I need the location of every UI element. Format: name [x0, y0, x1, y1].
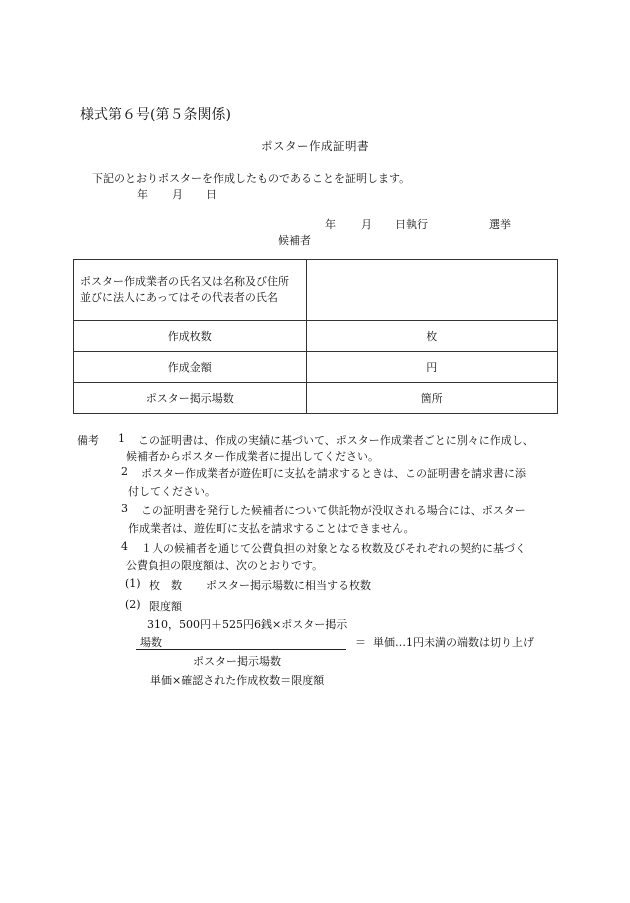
note-1-line1: この証明書は、作成の実績に基づいて、ポスター作成業者ごとに別々に作成し、 [138, 434, 534, 447]
quantity-value-cell[interactable] [306, 321, 557, 352]
fraction-bar [136, 649, 346, 650]
table-row [74, 352, 558, 383]
certification-statement: 下記のとおりポスターを作成したものであることを証明します。 [92, 172, 411, 185]
note-4-line1: １人の候補者を通じて公費負担の対象となる枚数及びそれぞれの契約に基づく [141, 542, 526, 555]
contractor-label-cell [74, 260, 307, 321]
note-2-line2: 付してください。 [128, 485, 216, 498]
item-1-number: (1) [125, 577, 141, 590]
remarks-heading: 備考 [77, 434, 99, 447]
table-row [74, 260, 558, 321]
election-day-executed: 日執行 [395, 218, 428, 231]
note-1-number: 1 [118, 432, 125, 445]
amount-value-cell[interactable] [306, 352, 557, 383]
formula-limit: 単価×確認された作成枚数＝限度額 [150, 674, 325, 687]
document-title: ポスター作成証明書 [261, 139, 369, 153]
note-4-number: 4 [121, 540, 128, 553]
election-month: 月 [361, 218, 372, 231]
formula-equals: ＝ [355, 636, 366, 649]
amount-unit: 円 [426, 361, 438, 374]
certificate-table [73, 259, 558, 414]
note-2-line1: ポスター作成業者が遊佐町に支払を請求するときは、この証明書を請求書に添 [141, 467, 526, 480]
item-2-number: (2) [125, 598, 141, 611]
table-row [74, 383, 558, 414]
item-1-label: 枚 数 [149, 579, 182, 592]
quantity-label: 作成枚数 [74, 321, 307, 352]
note-3-line2: 作成業者は、遊佐町に支払を請求することはできません。 [128, 522, 415, 535]
formula-numerator-line2: 場数 [140, 636, 162, 649]
note-3-line1: この証明書を発行した候補者について供託物が没収される場合には、ポスター [141, 504, 526, 517]
form-number: 様式第６号(第５条関係) [80, 107, 231, 123]
election-year: 年 [325, 218, 336, 231]
poster-sites-unit: 箇所 [420, 392, 443, 405]
table-row [74, 321, 558, 352]
formula-denominator: ポスター掲示場数 [193, 655, 281, 668]
item-2-label: 限度額 [149, 600, 182, 613]
quantity-unit: 枚 [426, 330, 438, 343]
issue-date-month: 月 [172, 188, 183, 201]
candidate-label: 候補者 [278, 234, 311, 247]
issue-date-year: 年 [137, 188, 148, 201]
formula-result: 単価…1円未満の端数は切り上げ [373, 636, 534, 649]
note-1-line2: 候補者からポスター作成業者に提出してください。 [126, 450, 379, 463]
contractor-label-line2: 並びに法人にあってはその代表者の氏名 [80, 291, 278, 304]
contractor-label-line1: ポスター作成業者の氏名又は名称及び住所 [80, 275, 289, 288]
formula-numerator-line1: 310，500円＋525円6銭×ポスター掲示 [147, 618, 348, 631]
issue-date-day: 日 [206, 188, 217, 201]
election-name: 選挙 [489, 218, 511, 231]
note-2-number: 2 [121, 465, 128, 478]
item-1-text: ポスター掲示場数に相当する枚数 [206, 579, 371, 592]
poster-sites-value-cell[interactable] [306, 383, 557, 414]
note-3-number: 3 [121, 502, 128, 515]
poster-sites-label: ポスター掲示場数 [74, 383, 307, 414]
note-4-line2: 公費負担の限度額は、次のとおりです。 [126, 559, 324, 572]
amount-label: 作成金額 [74, 352, 307, 383]
contractor-value-cell[interactable] [306, 260, 557, 321]
